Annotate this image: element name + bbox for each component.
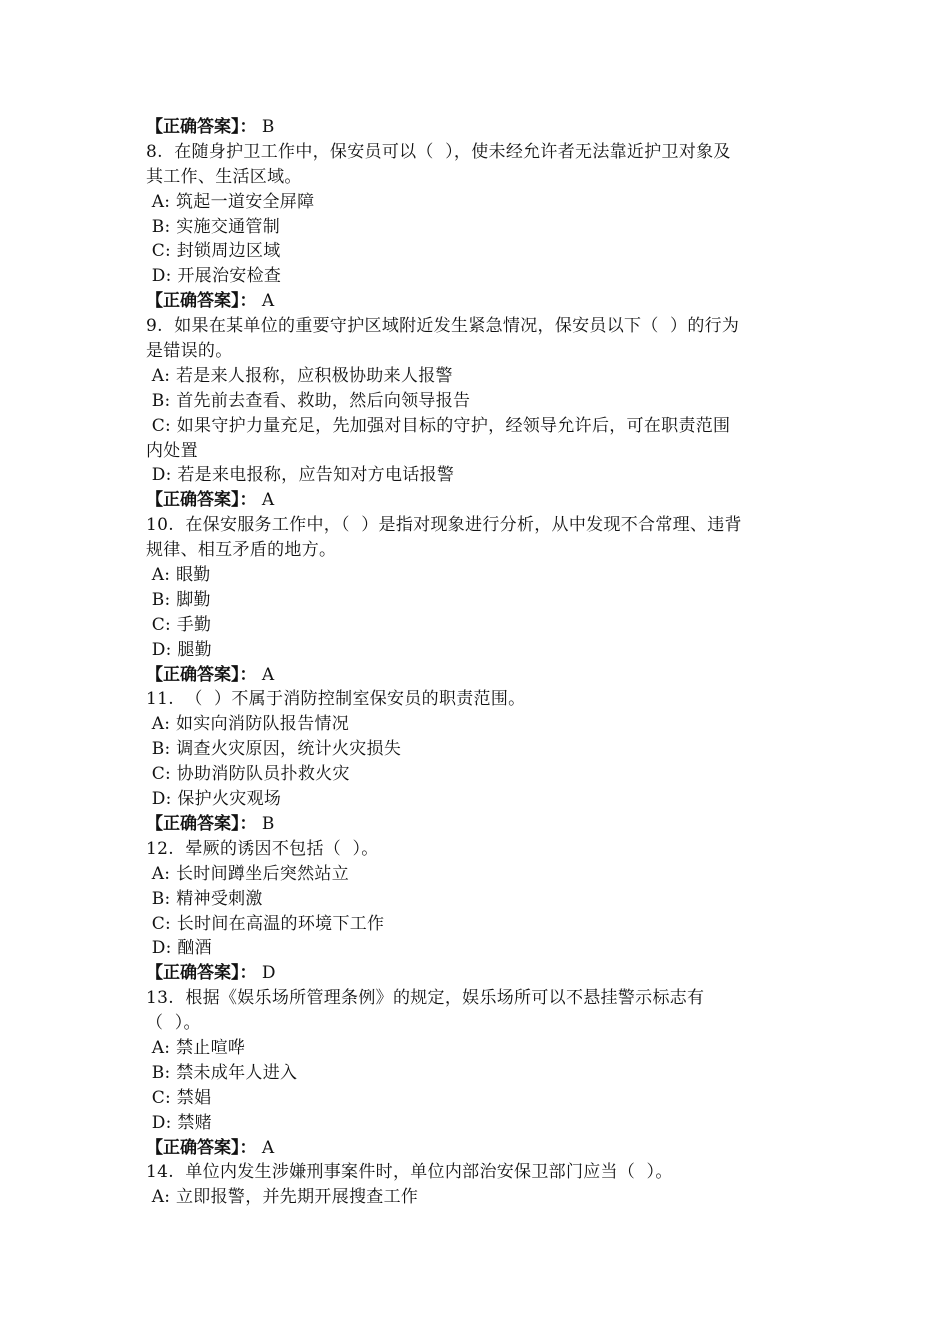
option-line: A: 若是来人报称，应积极协助来人报警: [146, 365, 453, 386]
answer-value: A: [261, 291, 275, 312]
answer-label: 【正确答案】: [146, 664, 240, 685]
answer-value: A: [261, 1137, 275, 1158]
option-line: C: 协助消防队员扑救火灾: [146, 764, 350, 785]
option-line: B: 精神受刺激: [146, 888, 263, 909]
option-line: A: 眼勤: [146, 565, 211, 586]
option-line: B: 脚勤: [146, 589, 211, 610]
option-line: B: 调查火灾原因，统计火灾损失: [146, 739, 402, 760]
option-line: B: 实施交通管制: [146, 216, 281, 237]
answer-label: 【正确答案】: [146, 291, 240, 312]
answer-separator: ：: [239, 813, 257, 834]
option-line: A: 立即报警，并先期开展搜查工作: [146, 1187, 419, 1208]
question-line: 其工作、生活区域。: [146, 166, 302, 187]
answer-value: B: [261, 813, 275, 834]
answer-line: [146, 289, 816, 314]
answer-separator: ：: [239, 664, 257, 685]
answer-label: 【正确答案】: [146, 117, 240, 137]
answer-value: D: [261, 963, 276, 984]
option-line: 内处置: [146, 440, 198, 461]
answer-line: [146, 115, 816, 140]
answer-value: B: [261, 117, 275, 137]
answer-separator: ：: [239, 490, 257, 511]
answer-line: [146, 488, 816, 513]
option-line: B: 首先前去查看、救助，然后向领导报告: [146, 390, 471, 411]
question-line: 是错误的。: [146, 341, 233, 362]
question-line: 11. （ ）不属于消防控制室保安员的职责范围。: [146, 689, 526, 710]
answer-label: 【正确答案】: [146, 963, 240, 984]
answer-label: 【正确答案】: [146, 813, 240, 834]
option-line: D: 腿勤: [146, 639, 212, 660]
question-list: [146, 115, 816, 1210]
option-line: A: 筑起一道安全屏障: [146, 191, 315, 212]
option-line: D: 若是来电报称，应告知对方电话报警: [146, 465, 455, 486]
option-line: C: 如果守护力量充足，先加强对目标的守护，经领导允许后，可在职责范围: [146, 415, 731, 436]
answer-value: A: [261, 490, 275, 511]
answer-value: A: [261, 664, 275, 685]
option-line: A: 禁止喧哗: [146, 1037, 246, 1058]
question-line: 8. 在随身护卫工作中，保安员可以（ ），使未经允许者无法靠近护卫对象及: [146, 141, 731, 162]
option-line: D: 开展治安检查: [146, 266, 282, 287]
answer-line: [146, 812, 816, 837]
answer-line: [146, 961, 816, 986]
option-line: D: 保护火灾观场: [146, 789, 282, 810]
answer-label: 【正确答案】: [146, 490, 240, 511]
question-line: 14. 单位内发生涉嫌刑事案件时，单位内部治安保卫部门应当（ ）。: [146, 1162, 673, 1183]
question-line: 12. 晕厥的诱因不包括（ ）。: [146, 838, 379, 859]
answer-separator: ：: [239, 1137, 257, 1158]
question-line: 规律、相互矛盾的地方。: [146, 540, 337, 561]
question-line: 13. 根据《娱乐场所管理条例》的规定，娱乐场所可以不悬挂警示标志有: [146, 988, 705, 1009]
option-line: B: 禁未成年人进入: [146, 1062, 298, 1083]
option-line: C: 封锁周边区域: [146, 241, 281, 262]
answer-separator: ：: [239, 117, 257, 137]
option-line: C: 手勤: [146, 614, 212, 635]
option-line: A: 长时间蹲坐后突然站立: [146, 863, 350, 884]
question-line: （ ）。: [146, 1013, 201, 1034]
answer-separator: ：: [239, 291, 257, 312]
option-line: A: 如实向消防队报告情况: [146, 714, 350, 735]
option-line: C: 长时间在高温的环境下工作: [146, 913, 385, 934]
question-line: 9. 如果在某单位的重要守护区域附近发生紧急情况，保安员以下（ ）的行为: [146, 316, 740, 337]
question-line: 10. 在保安服务工作中，（ ）是指对现象进行分析，从中发现不合常理、违背: [146, 515, 742, 536]
answer-line: [146, 663, 816, 688]
option-line: D: 酗酒: [146, 938, 212, 959]
answer-line: [146, 1136, 816, 1161]
option-line: C: 禁娼: [146, 1087, 212, 1108]
answer-label: 【正确答案】: [146, 1137, 240, 1158]
answer-separator: ：: [239, 963, 257, 984]
option-line: D: 禁赌: [146, 1112, 212, 1133]
